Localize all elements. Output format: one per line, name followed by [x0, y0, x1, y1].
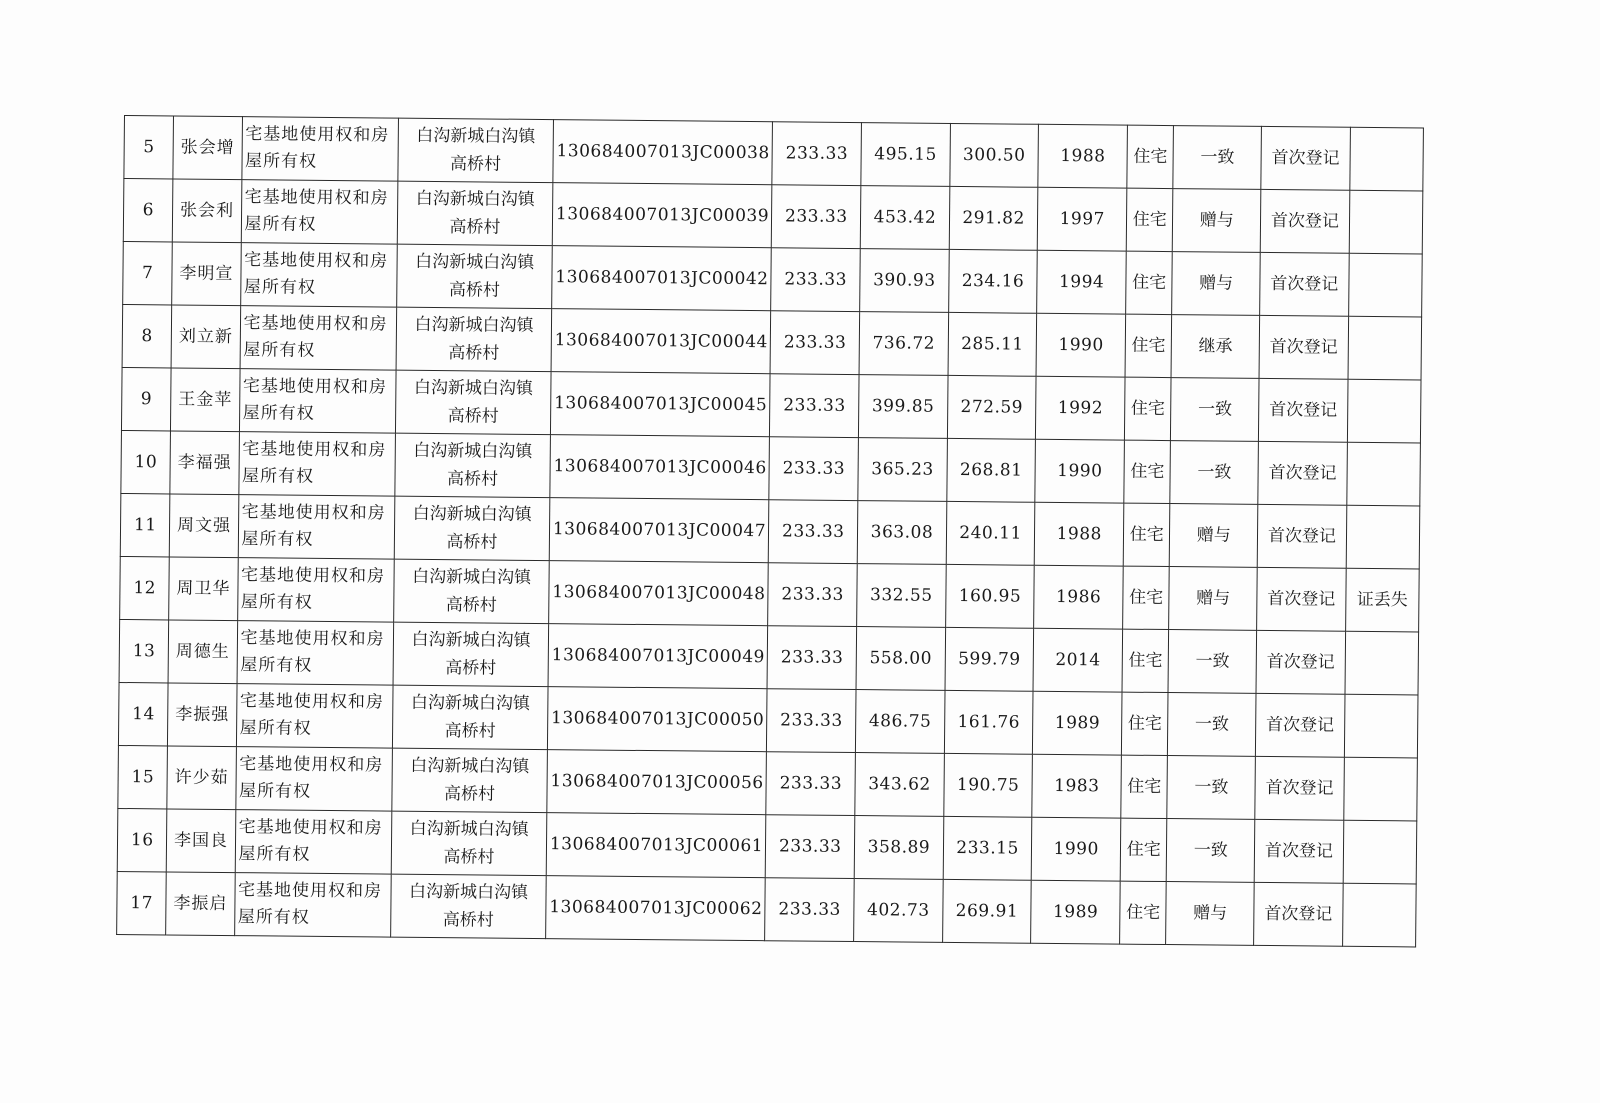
usage-cell: 住宅 — [1123, 503, 1170, 566]
remark-cell — [1347, 442, 1421, 506]
land-area-cell: 233.33 — [767, 689, 856, 753]
rights-type-cell: 宅基地使用权和房屋所有权 — [235, 747, 392, 812]
usage-cell: 住宅 — [1120, 881, 1167, 944]
parcel-code-cell: 130684007013JC00045 — [550, 372, 770, 437]
owner-name-cell: 张会增 — [173, 116, 242, 180]
area-1-cell: 332.55 — [857, 564, 946, 628]
table-body — [117, 116, 1424, 947]
usage-cell: 住宅 — [1124, 440, 1171, 503]
location-line-2: 高桥村 — [445, 595, 497, 616]
year-built-cell: 1990 — [1032, 817, 1121, 881]
registration-type-cell: 首次登记 — [1260, 252, 1349, 316]
row-number-cell: 10 — [121, 430, 171, 493]
area-1-cell: 343.62 — [855, 753, 944, 817]
area-2-cell: 160.95 — [945, 564, 1034, 628]
ownership-status-cell: 赠与 — [1166, 882, 1254, 946]
owner-name-cell: 周卫华 — [169, 557, 238, 621]
area-2-cell: 272.59 — [947, 375, 1036, 439]
parcel-code-cell: 130684007013JC00039 — [552, 183, 772, 248]
remark-cell — [1349, 190, 1423, 254]
location-cell — [397, 181, 552, 245]
location-line-2: 高桥村 — [443, 847, 495, 868]
ownership-status-cell: 一致 — [1167, 819, 1255, 883]
remark-cell — [1350, 127, 1424, 191]
row-number-cell: 11 — [120, 493, 170, 556]
usage-cell: 住宅 — [1122, 629, 1169, 692]
area-1-cell: 390.93 — [860, 249, 949, 313]
row-number-cell: 7 — [123, 241, 173, 304]
area-2-cell: 285.11 — [948, 312, 1037, 376]
usage-cell: 住宅 — [1124, 377, 1171, 440]
location-cell — [394, 559, 549, 623]
year-built-cell: 1997 — [1038, 187, 1127, 251]
location-line-2: 高桥村 — [443, 784, 496, 805]
row-number-cell: 13 — [119, 619, 169, 682]
land-area-cell: 233.33 — [770, 374, 859, 438]
area-1-cell: 358.89 — [854, 816, 943, 880]
row-number-cell: 14 — [118, 682, 168, 745]
location-line-2: 高桥村 — [448, 280, 500, 301]
rights-type-cell: 宅基地使用权和房屋所有权 — [241, 180, 398, 245]
area-2-cell: 599.79 — [945, 627, 1034, 691]
owner-name-cell: 周文强 — [170, 494, 239, 558]
location-line-2: 高桥村 — [448, 343, 500, 364]
parcel-code-cell: 130684007013JC00047 — [549, 498, 769, 563]
row-number-cell: 8 — [122, 304, 172, 367]
table-row — [117, 871, 1417, 946]
location-cell — [396, 370, 551, 434]
registration-table — [116, 115, 1424, 947]
registration-type-cell: 首次登记 — [1256, 630, 1345, 694]
location-line-1: 白沟新城白沟镇 — [415, 251, 535, 273]
land-area-cell: 233.33 — [769, 500, 858, 564]
parcel-code-cell: 130684007013JC00044 — [551, 309, 771, 374]
location-cell — [396, 307, 551, 371]
registration-type-cell: 首次登记 — [1260, 189, 1349, 253]
area-1-cell: 399.85 — [859, 375, 948, 439]
year-built-cell: 1989 — [1033, 691, 1122, 755]
area-1-cell: 558.00 — [856, 627, 945, 691]
parcel-code-cell: 130684007013JC00048 — [548, 561, 768, 626]
year-built-cell: 1990 — [1036, 313, 1125, 377]
rights-type-cell: 宅基地使用权和房屋所有权 — [236, 684, 393, 749]
area-2-cell: 190.75 — [944, 753, 1033, 817]
registration-type-cell: 首次登记 — [1254, 882, 1343, 946]
area-1-cell: 365.23 — [858, 438, 947, 502]
location-line-1: 白沟新城白沟镇 — [410, 755, 530, 777]
owner-name-cell: 李振启 — [166, 872, 235, 936]
ownership-status-cell: 赠与 — [1173, 189, 1261, 253]
owner-name-cell: 李国良 — [167, 809, 236, 873]
land-area-cell: 233.33 — [770, 311, 859, 375]
location-line-1: 白沟新城白沟镇 — [409, 818, 529, 840]
year-built-cell: 1983 — [1032, 754, 1121, 818]
usage-cell: 住宅 — [1121, 692, 1168, 755]
year-built-cell: 1989 — [1031, 880, 1120, 944]
owner-name-cell: 李福强 — [170, 431, 239, 495]
row-number-cell: 5 — [124, 116, 174, 179]
remark-cell — [1346, 505, 1420, 569]
row-number-cell: 15 — [118, 745, 168, 808]
usage-cell: 住宅 — [1123, 566, 1170, 629]
location-cell — [394, 496, 549, 560]
location-line-2: 高桥村 — [446, 469, 499, 490]
remark-cell — [1347, 379, 1421, 443]
registration-type-cell: 首次登记 — [1261, 126, 1350, 190]
ownership-status-cell: 一致 — [1167, 756, 1255, 820]
registration-type-cell: 首次登记 — [1255, 756, 1344, 820]
location-line-1: 白沟新城白沟镇 — [413, 440, 533, 462]
remark-cell — [1342, 883, 1416, 947]
registration-type-cell: 首次登记 — [1255, 693, 1344, 757]
land-area-cell: 233.33 — [769, 437, 858, 501]
area-2-cell: 269.91 — [942, 879, 1031, 943]
parcel-code-cell: 130684007013JC00061 — [546, 813, 766, 878]
location-line-2: 高桥村 — [447, 406, 499, 427]
row-number-cell: 6 — [123, 179, 173, 242]
row-number-cell: 12 — [120, 556, 170, 619]
location-line-1: 白沟新城白沟镇 — [414, 314, 534, 336]
remark-cell: 证丢失 — [1345, 568, 1419, 632]
land-area-cell: 233.33 — [772, 122, 861, 186]
registration-type-cell: 首次登记 — [1257, 567, 1346, 631]
rights-type-cell: 宅基地使用权和房屋所有权 — [237, 558, 394, 623]
ownership-status-cell: 赠与 — [1169, 567, 1257, 631]
remark-cell — [1344, 694, 1418, 758]
usage-cell: 住宅 — [1125, 314, 1172, 377]
usage-cell: 住宅 — [1127, 125, 1174, 188]
location-cell — [391, 811, 546, 875]
rights-type-cell: 宅基地使用权和房屋所有权 — [241, 117, 398, 182]
owner-name-cell: 周德生 — [169, 620, 238, 684]
rights-type-cell: 宅基地使用权和房屋所有权 — [238, 432, 395, 497]
parcel-code-cell: 130684007013JC00056 — [547, 750, 767, 815]
owner-name-cell: 王金苹 — [171, 368, 240, 432]
remark-cell — [1348, 316, 1422, 380]
registration-type-cell: 首次登记 — [1259, 315, 1348, 379]
area-1-cell: 402.73 — [854, 879, 943, 943]
rights-type-cell: 宅基地使用权和房屋所有权 — [235, 810, 392, 875]
area-1-cell: 486.75 — [856, 690, 945, 754]
location-line-2: 高桥村 — [442, 910, 494, 931]
usage-cell: 住宅 — [1126, 188, 1173, 251]
ownership-status-cell: 赠与 — [1172, 252, 1260, 316]
land-area-cell: 233.33 — [771, 248, 860, 312]
location-cell — [391, 874, 546, 938]
registration-table-wrapper — [116, 115, 1424, 947]
year-built-cell: 2014 — [1033, 628, 1122, 692]
area-2-cell: 240.11 — [946, 501, 1035, 565]
area-1-cell: 363.08 — [857, 501, 946, 565]
usage-cell: 住宅 — [1126, 251, 1173, 314]
rights-type-cell: 宅基地使用权和房屋所有权 — [237, 621, 394, 686]
rights-type-cell: 宅基地使用权和房屋所有权 — [240, 306, 397, 371]
location-cell — [395, 433, 550, 497]
parcel-code-cell: 130684007013JC00046 — [550, 435, 770, 500]
owner-name-cell: 李振强 — [168, 683, 237, 747]
area-1-cell: 453.42 — [860, 186, 949, 250]
rights-type-cell: 宅基地使用权和房屋所有权 — [234, 873, 391, 938]
location-line-2: 高桥村 — [446, 532, 498, 553]
location-cell — [398, 118, 553, 182]
registration-type-cell: 首次登记 — [1257, 504, 1346, 568]
land-area-cell: 233.33 — [766, 752, 855, 816]
location-line-2: 高桥村 — [444, 721, 496, 742]
year-built-cell: 1986 — [1034, 565, 1123, 629]
remark-cell — [1343, 820, 1417, 884]
area-1-cell: 495.15 — [861, 123, 950, 187]
remark-cell — [1345, 631, 1419, 695]
owner-name-cell: 许少茹 — [167, 746, 236, 810]
location-line-1: 白沟新城白沟镇 — [412, 503, 532, 525]
parcel-code-cell: 130684007013JC00050 — [547, 687, 767, 752]
usage-cell: 住宅 — [1120, 818, 1167, 881]
location-cell — [393, 685, 548, 749]
registration-type-cell: 首次登记 — [1258, 378, 1347, 442]
ownership-status-cell: 一致 — [1173, 126, 1261, 190]
rights-type-cell: 宅基地使用权和房屋所有权 — [240, 243, 397, 308]
year-built-cell: 1992 — [1036, 376, 1125, 440]
rights-type-cell: 宅基地使用权和房屋所有权 — [239, 369, 396, 434]
location-line-1: 白沟新城白沟镇 — [416, 125, 536, 147]
location-cell — [392, 748, 547, 812]
ownership-status-cell: 一致 — [1168, 630, 1256, 694]
area-2-cell: 161.76 — [944, 690, 1033, 754]
location-line-1: 白沟新城白沟镇 — [415, 188, 535, 210]
rights-type-cell: 宅基地使用权和房屋所有权 — [238, 495, 395, 560]
location-line-1: 白沟新城白沟镇 — [408, 881, 529, 903]
usage-cell: 住宅 — [1121, 755, 1168, 818]
ownership-status-cell: 一致 — [1170, 441, 1258, 505]
parcel-code-cell: 130684007013JC00042 — [552, 246, 772, 311]
area-2-cell: 300.50 — [950, 123, 1039, 187]
ownership-status-cell: 一致 — [1171, 378, 1259, 442]
ownership-status-cell: 一致 — [1168, 693, 1256, 757]
location-line-2: 高桥村 — [449, 217, 501, 238]
ownership-status-cell: 赠与 — [1170, 504, 1258, 568]
parcel-code-cell: 130684007013JC00062 — [545, 876, 765, 941]
row-number-cell: 17 — [117, 871, 167, 934]
land-area-cell: 233.33 — [767, 626, 856, 690]
parcel-code-cell: 130684007013JC00038 — [553, 120, 773, 185]
area-2-cell: 234.16 — [948, 249, 1037, 313]
row-number-cell: 16 — [117, 808, 167, 871]
remark-cell — [1348, 253, 1422, 317]
area-2-cell: 233.15 — [943, 816, 1032, 880]
area-2-cell: 268.81 — [947, 438, 1036, 502]
year-built-cell: 1988 — [1035, 502, 1124, 566]
land-area-cell: 233.33 — [768, 563, 857, 627]
owner-name-cell: 李明宣 — [172, 242, 241, 306]
year-built-cell: 1988 — [1038, 124, 1127, 188]
land-area-cell: 233.33 — [766, 815, 855, 879]
area-2-cell: 291.82 — [949, 186, 1038, 250]
registration-type-cell: 首次登记 — [1258, 441, 1347, 505]
location-line-1: 白沟新城白沟镇 — [412, 566, 532, 588]
registration-type-cell: 首次登记 — [1254, 819, 1343, 883]
year-built-cell: 1990 — [1035, 439, 1124, 503]
area-1-cell: 736.72 — [859, 312, 948, 376]
remark-cell — [1344, 757, 1418, 821]
year-built-cell: 1994 — [1037, 250, 1126, 314]
land-area-cell: 233.33 — [772, 185, 861, 249]
parcel-code-cell: 130684007013JC00049 — [548, 624, 768, 689]
owner-name-cell: 刘立新 — [172, 305, 241, 369]
ownership-status-cell: 继承 — [1171, 315, 1259, 379]
location-line-2: 高桥村 — [449, 154, 502, 175]
location-cell — [393, 622, 548, 686]
location-line-1: 白沟新城白沟镇 — [413, 377, 534, 399]
land-area-cell: 233.33 — [765, 878, 854, 942]
location-cell — [397, 244, 552, 308]
row-number-cell: 9 — [121, 367, 171, 430]
owner-name-cell: 张会利 — [173, 179, 242, 243]
location-line-1: 白沟新城白沟镇 — [411, 629, 531, 651]
location-line-1: 白沟新城白沟镇 — [410, 692, 530, 714]
location-line-2: 高桥村 — [445, 658, 497, 679]
